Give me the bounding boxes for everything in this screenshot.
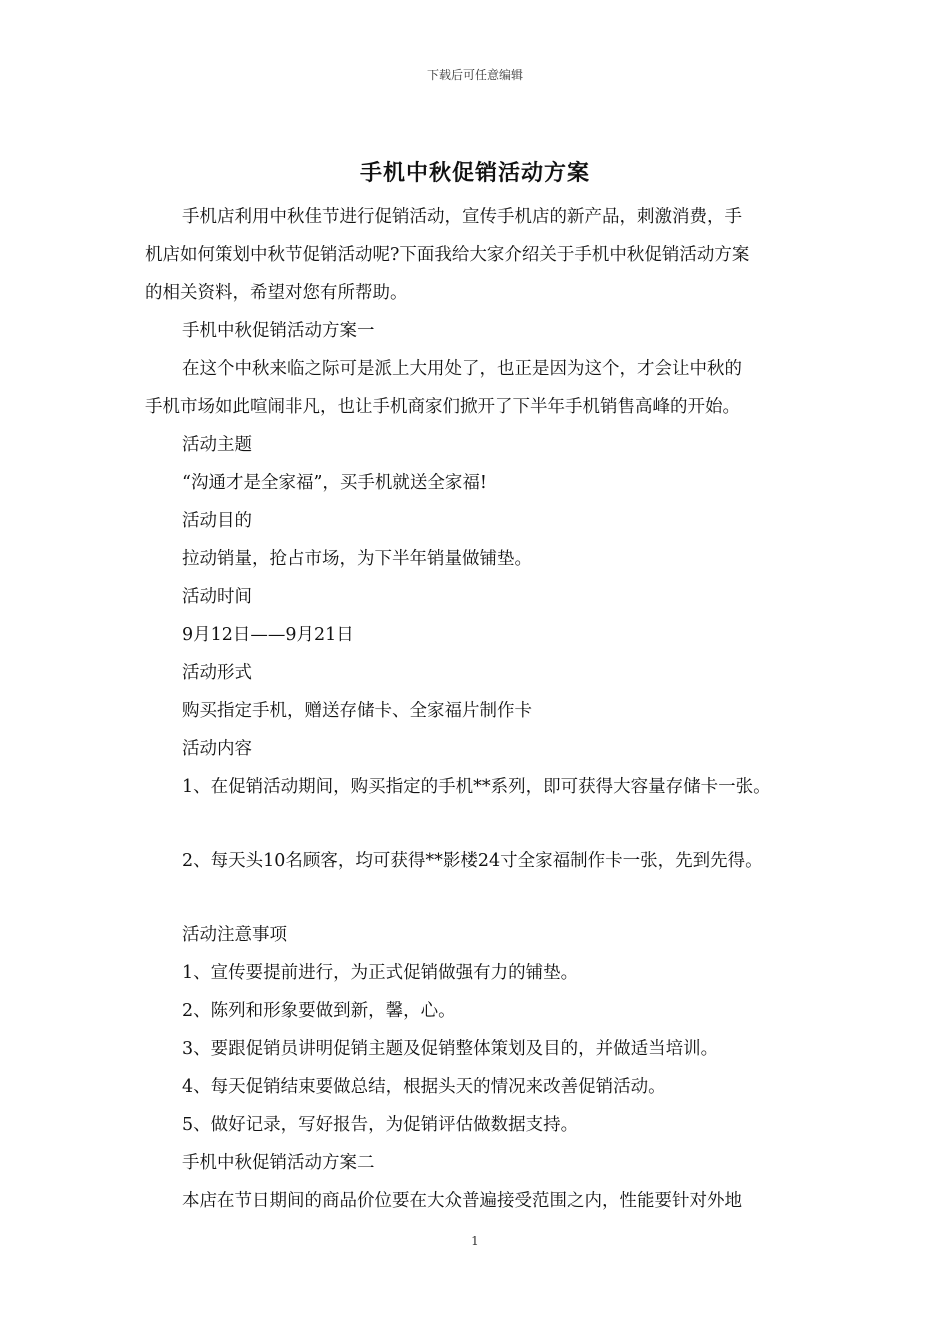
form-heading: 活动形式 <box>182 663 252 683</box>
intro-line: 手机店利用中秋佳节进行促销活动，宣传手机店的新产品，刺激消费，手 <box>182 207 742 227</box>
plan1-intro-line: 在这个中秋来临之际可是派上大用处了，也正是因为这个，才会让中秋的 <box>182 359 742 379</box>
document-body <box>145 198 825 1220</box>
page-number: 1 <box>471 1234 479 1248</box>
notes-item: 4、每天促销结束要做总结，根据头天的情况来改善促销活动。 <box>182 1077 666 1097</box>
plan1-intro-line: 手机市场如此喧闹非凡，也让手机商家们掀开了下半年手机销售高峰的开始。 <box>145 397 740 417</box>
theme-text: “沟通才是全家福”，买手机就送全家福! <box>182 473 487 493</box>
notes-item: 2、陈列和形象要做到新，馨，心。 <box>182 1001 456 1021</box>
spacer <box>145 806 825 842</box>
notes-item: 5、做好记录，写好报告，为促销评估做数据支持。 <box>182 1115 579 1135</box>
plan2-intro-line: 本店在节日期间的商品价位要在大众普遍接受范围之内，性能要针对外地 <box>182 1191 742 1211</box>
content-item: 1、在促销活动期间，购买指定的手机**系列，即可获得大容量存储卡一张。 <box>182 777 771 797</box>
content-item: 2、每天头10名顾客，均可获得**影楼24寸全家福制作卡一张，先到先得。 <box>182 851 763 871</box>
notes-heading: 活动注意事项 <box>182 925 287 945</box>
notes-item: 3、要跟促销员讲明促销主题及促销整体策划及目的，并做适当培训。 <box>182 1039 719 1059</box>
document-title: 手机中秋促销活动方案 <box>359 160 590 186</box>
intro-line: 的相关资料，希望对您有所帮助。 <box>145 283 408 303</box>
theme-heading: 活动主题 <box>182 435 252 455</box>
intro-line: 机店如何策划中秋节促销活动呢?下面我给大家介绍关于手机中秋促销活动方案 <box>145 245 750 265</box>
content-heading: 活动内容 <box>182 739 252 759</box>
page-header: 下载后可任意编辑 <box>426 68 523 82</box>
time-text: 9月12日——9月21日 <box>182 625 354 645</box>
spacer <box>145 880 825 916</box>
goal-text: 拉动销量，抢占市场，为下半年销量做铺垫。 <box>182 549 532 569</box>
form-text: 购买指定手机，赠送存储卡、全家福片制作卡 <box>182 701 532 721</box>
time-heading: 活动时间 <box>182 587 252 607</box>
goal-heading: 活动目的 <box>182 511 252 531</box>
plan1-heading: 手机中秋促销活动方案一 <box>182 321 375 341</box>
plan2-heading: 手机中秋促销活动方案二 <box>182 1153 375 1173</box>
notes-item: 1、宣传要提前进行，为正式促销做强有力的铺垫。 <box>182 963 579 983</box>
